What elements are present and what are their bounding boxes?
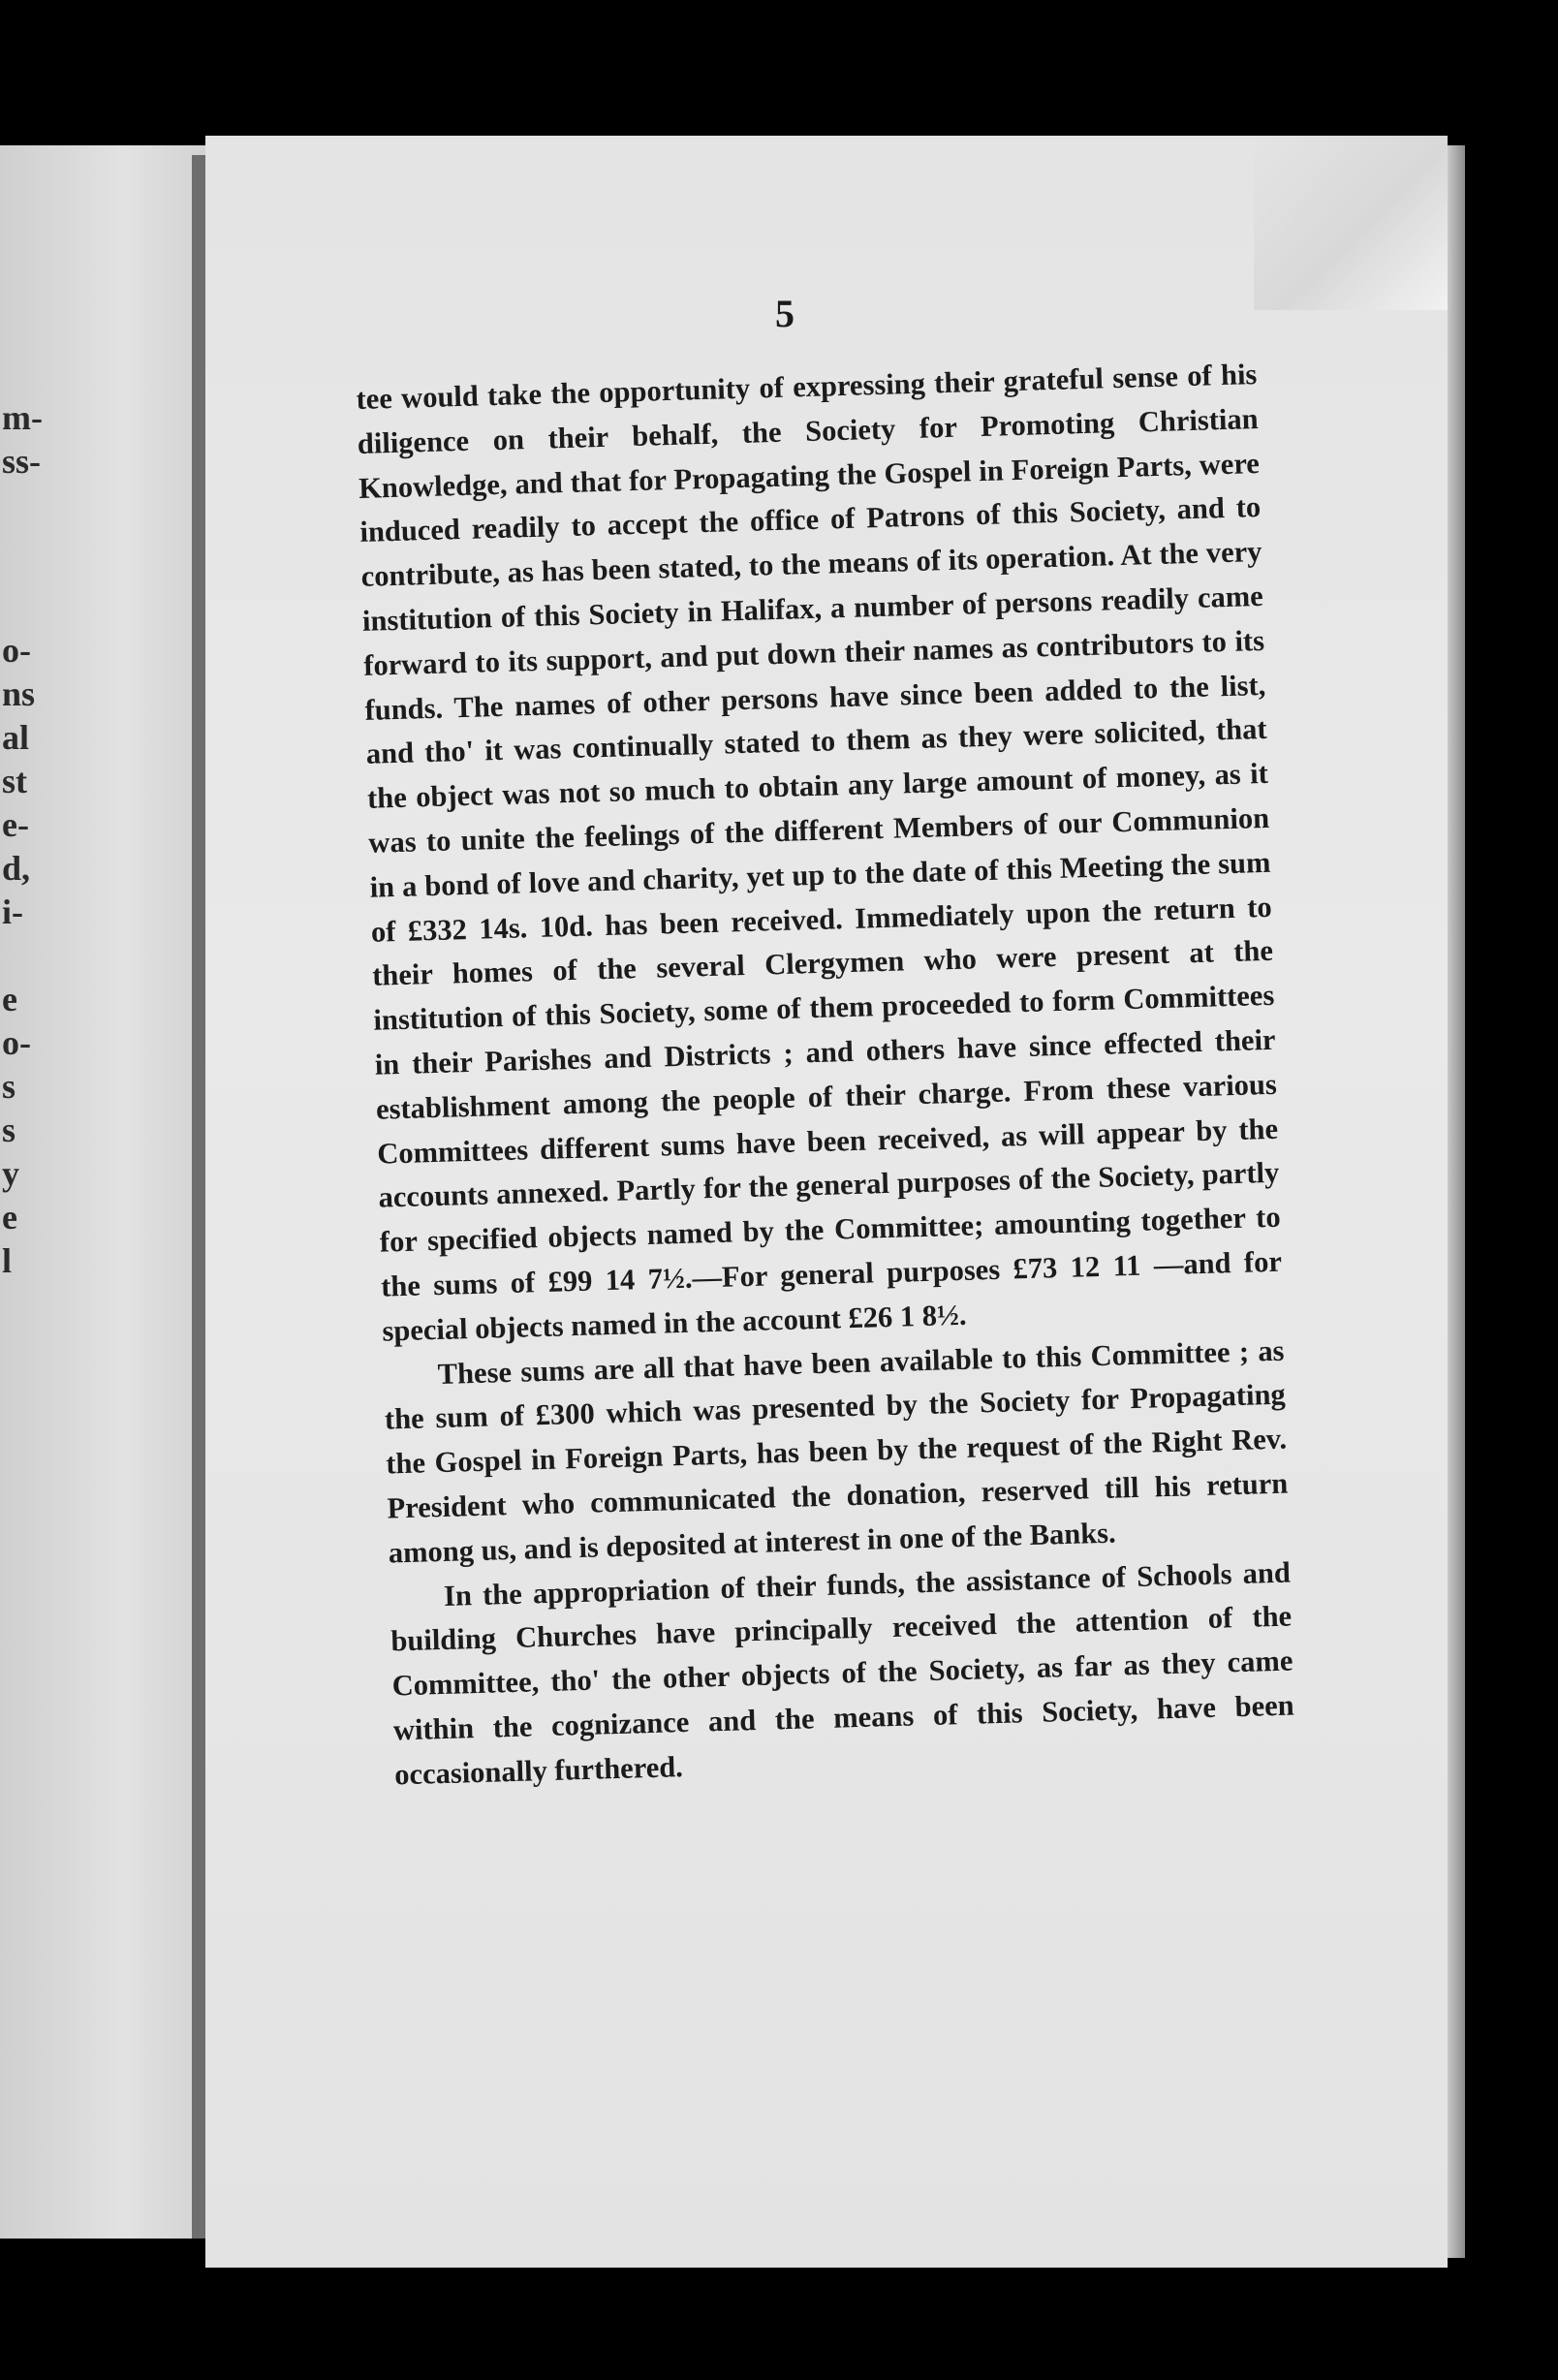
book-page [205,136,1448,2268]
fragment: e [2,1198,17,1237]
fragment: ss- [2,442,42,481]
fragment: s [2,1067,16,1106]
fragment: s [2,1111,16,1149]
paragraph: tee would take the opportunity of expressing their grateful sense of his diligence on their behalf, the Society for Promoting Christian Knowledge, and that for Propagating the Gospel in Foreign Parts, were induced readily to accept the office of Patrons of this Society, and to contribute, as has been stated, to the means of its operation. At the very institution of this Society in Halifax, a number of persons readily came forward to its support, and put down their names as contributors to its funds. The names of other persons have since been added to the list, and tho' it was continually stated to them as they were solicited, that the object was not so much to obtain any large amount of money, as it was to unite the feelings of the different Members of our Communion in a bond of love and charity, yet up to the date of this Meeting the sum of £332 14s. 10d. has been received. Immediately upon the return to their homes of the several Clergymen who were present at the institution of this Society, some of them proceeded to form Committees in their Parishes and Districts ; and others have since effected their establishment among the people of their charge. From these various Committees different sums have been received, as will appear by the accounts annexed. Partly for the general purposes of the Society, partly for specified objects named by the Committee; amounting together to the sums of £99 14 7½.—For general purposes £73 12 11 —and for special objects named in the account £26 1 8½. [356,358,1283,1348]
fragment: ns [2,674,36,713]
fragment: e- [2,805,29,844]
fragment: d, [2,849,31,888]
fragment: i- [2,892,23,931]
page-number: 5 [775,292,795,335]
page-edge [1448,145,1465,2258]
book-gutter [192,155,205,2239]
fragment: e [2,980,17,1018]
fragment: l [2,1241,13,1280]
fragment: al [2,718,30,757]
paragraph: These sums are all that have been available to this Committee ; as the sum of £300 which was presented by the Society for Propagating the Gospel in Foreign Parts, has been by the request of the Right Rev. President who communicated the donation, reserved till his return among us, and is deposited at interest in one of the Banks. [384,1333,1289,1570]
paragraph: In the appropriation of their funds, the assistance of Schools and building Churches have principally received the attention of the Committee, tho' the other objects of the Society, as far as they came within the cognizance and the means of this Society, have been occasionally furthered. [390,1555,1295,1792]
folded-corner [1254,136,1448,310]
fragment: m- [2,398,43,437]
body-text [356,353,1296,1798]
fragment: st [2,762,27,800]
fragment: y [2,1154,19,1193]
fragment: o- [2,1023,31,1062]
facing-page [0,145,208,2239]
fragment: o- [2,631,31,670]
